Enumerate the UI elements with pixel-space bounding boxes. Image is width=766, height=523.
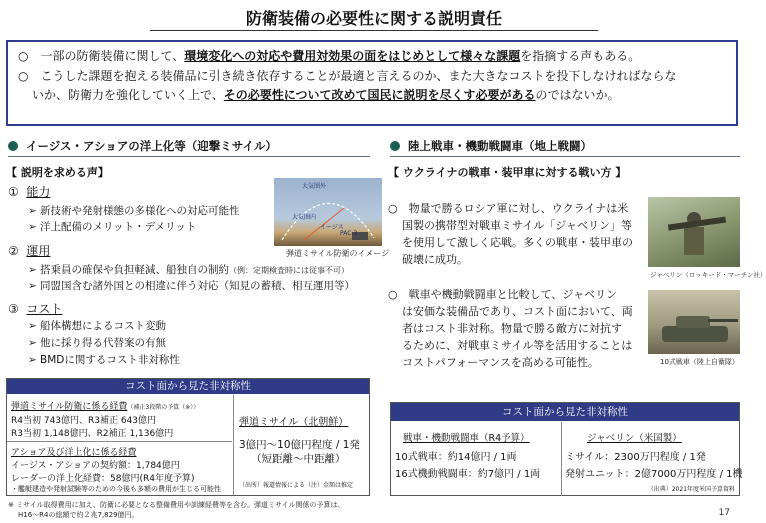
missile-defense-image [274, 178, 382, 246]
javelin-cost-title: ジャベリン（米国製） [587, 433, 682, 444]
list-item: ➢ 他に採り得る代替案の有無 [28, 337, 166, 349]
javelin-cost-source: （出典）2021年度米国予算資料 [647, 486, 735, 493]
left-bracket-title: 【 説明を求める声】 [6, 166, 109, 179]
enemy-missile-cost: 3億円～10億円程度 / 1発 [239, 439, 360, 451]
image-label-pac3: PAC-3 [340, 230, 358, 237]
image-label-aegis: イージス [320, 224, 344, 231]
intro-emphasis-1: 環境変化への対応や費用対効果の面をはじめとして様々な課題 [184, 49, 521, 63]
left-cost-own [7, 395, 234, 495]
enemy-missile-range: （短距離～中距離） [251, 453, 346, 465]
tank-cost-row: 10式戦車：約14億円 / 1両 [395, 452, 517, 463]
enemy-missile-source: （出所）報道情報による（注）金額は推定 [239, 482, 354, 489]
tank-cost-row: 16式機動戦闘車：約7億円 / 1両 [395, 469, 541, 480]
tank-cost [391, 422, 562, 496]
javelin-photo [648, 197, 740, 267]
page-title: 防衛装備の必要性に関する説明責任 [245, 9, 502, 28]
tank-cost-title: 戦車・機動戦闘車（R4予算） [403, 433, 530, 444]
intro-paragraph-2: ○ こうした課題を抱える装備品に引き続き依存することが最適と言えるのか、また大きなコストを投下しなければならな いか、防衛力を強化していく上で、その必要性について改めて国民に説明を尽くす必要があるのではないか。 [18, 69, 677, 102]
list-item: ➢ 同盟国含む諸外国との相違に伴う対応（知見の蓄積、相互運用等） [28, 280, 355, 292]
right-cost-box-header: コスト面から見た非対称性 [391, 403, 739, 421]
enemy-missile-title: 弾道ミサイル（北朝鮮） [239, 417, 349, 428]
bmd-cost-row: R3当初 1,148億円、R2補正 1,136億円 [11, 429, 174, 439]
list-item: ➢ 搭乗員の確保や負担軽減、船独自の制約（例：定期検査時には従事不可） [28, 264, 349, 276]
title-underline [150, 30, 598, 31]
soldier-icon [648, 197, 740, 267]
aegis-cost-row: レーダーの洋上化経費：58億円(R4年度予算) [11, 474, 195, 484]
group-cost: ③ コスト [8, 302, 63, 316]
tank-caption: 10式戦車（陸上自衛隊） [660, 358, 739, 366]
javelin-cost-row: ミサイル：2300万円程度 / 1発 [565, 452, 706, 463]
left-section-divider [8, 156, 370, 157]
image-label-exo: 大気圏外 [302, 183, 327, 190]
image-label-endo: 大気圏内 [292, 214, 317, 221]
group-operation: ② 運用 [8, 244, 51, 258]
list-item: ➢ 新技術や発射様態の多様化への対応可能性 [28, 205, 240, 217]
ukraine-paragraph-2: ○ 戦車や機動戦闘車と比較して、ジャベリン は安価な装備品であり、コスト面において、両 者はコスト非対称。物量で勝る敵方に対抗す るために、対戦車ミサイル等を活用することは コストパフォーマンスを高める可能性。 [388, 288, 633, 369]
left-section-title: イージス・アショアの洋上化等（迎撃ミサイル） [26, 139, 277, 153]
aegis-cost-row: イージス・アショアの契約額：1,784億円 [11, 461, 180, 471]
cost-divider [7, 441, 232, 442]
list-item: ➢ 洋上配備のメリット・デメリット [28, 221, 197, 233]
javelin-cost-row: 発射ユニット：2億7000万円程度 / 1機 [565, 469, 743, 480]
left-cost-box [6, 378, 370, 496]
list-item: ➢ 船体構想によるコスト変動 [28, 320, 166, 332]
section-bullet-dot [390, 141, 400, 151]
aegis-cost-note: ・艦艇建造や発射試験等のための今後も多額の費用が生じる可能性 [11, 485, 221, 493]
left-cost-box-header: コスト面から見た非対称性 [7, 379, 369, 394]
page-number: 17 [718, 508, 730, 518]
footnote: ※ ミサイル取得費用に加え、防衛に必要となる整備費用や訓練経費等を含む。弾道ミサイル関係の予算は、 [8, 501, 345, 509]
javelin-caption: ジャベリン（ロッキード・マーチン社） [650, 271, 766, 279]
intro-emphasis-2: その必要性について改めて国民に説明を尽くす必要がある [223, 88, 536, 102]
section-bullet-dot [8, 141, 18, 151]
footnote: H16～R4の総額で約２兆7,829億円。 [18, 511, 139, 519]
list-item: ➢ BMDに関するコスト非対称性 [28, 354, 180, 366]
missile-image-caption: 弾道ミサイル防衛のイメージ [286, 249, 390, 258]
tank-photo [648, 290, 740, 354]
intro-box [6, 40, 738, 126]
missile-trajectory-icon [274, 178, 382, 246]
right-section-divider [390, 156, 740, 157]
bmd-cost-row: R4当初 743億円、R3補正 643億円 [11, 416, 157, 426]
tank-icon [648, 290, 740, 354]
group-capability: ① 能力 [8, 185, 51, 199]
intro-paragraph-1: ○ 一部の防衛装備に関して、環境変化への対応や費用対効果の面をはじめとして様々な課題を指摘する声もある。 [18, 49, 641, 63]
aegis-cost-title: アショア及び洋上化に係る経費 [11, 448, 137, 458]
right-cost-box [390, 402, 743, 496]
ukraine-paragraph-1: ○ 物量で勝るロシア軍に対し、ウクライナは米 国製の携帯型対戦車ミサイル「ジャベリン」等 を使用して激しく応戦。多くの戦車・装甲車の 破壊に成功。 [388, 202, 633, 266]
bmd-cost-title: 弾道ミサイル防衛に係る経費（補正3段階の予算（※）） [11, 402, 200, 412]
right-bracket-title: 【 ウクライナの戦車・装甲車に対する戦い方 】 [388, 166, 627, 179]
right-section-title: 陸上戦車・機動戦闘車（地上戦闘） [408, 139, 592, 153]
